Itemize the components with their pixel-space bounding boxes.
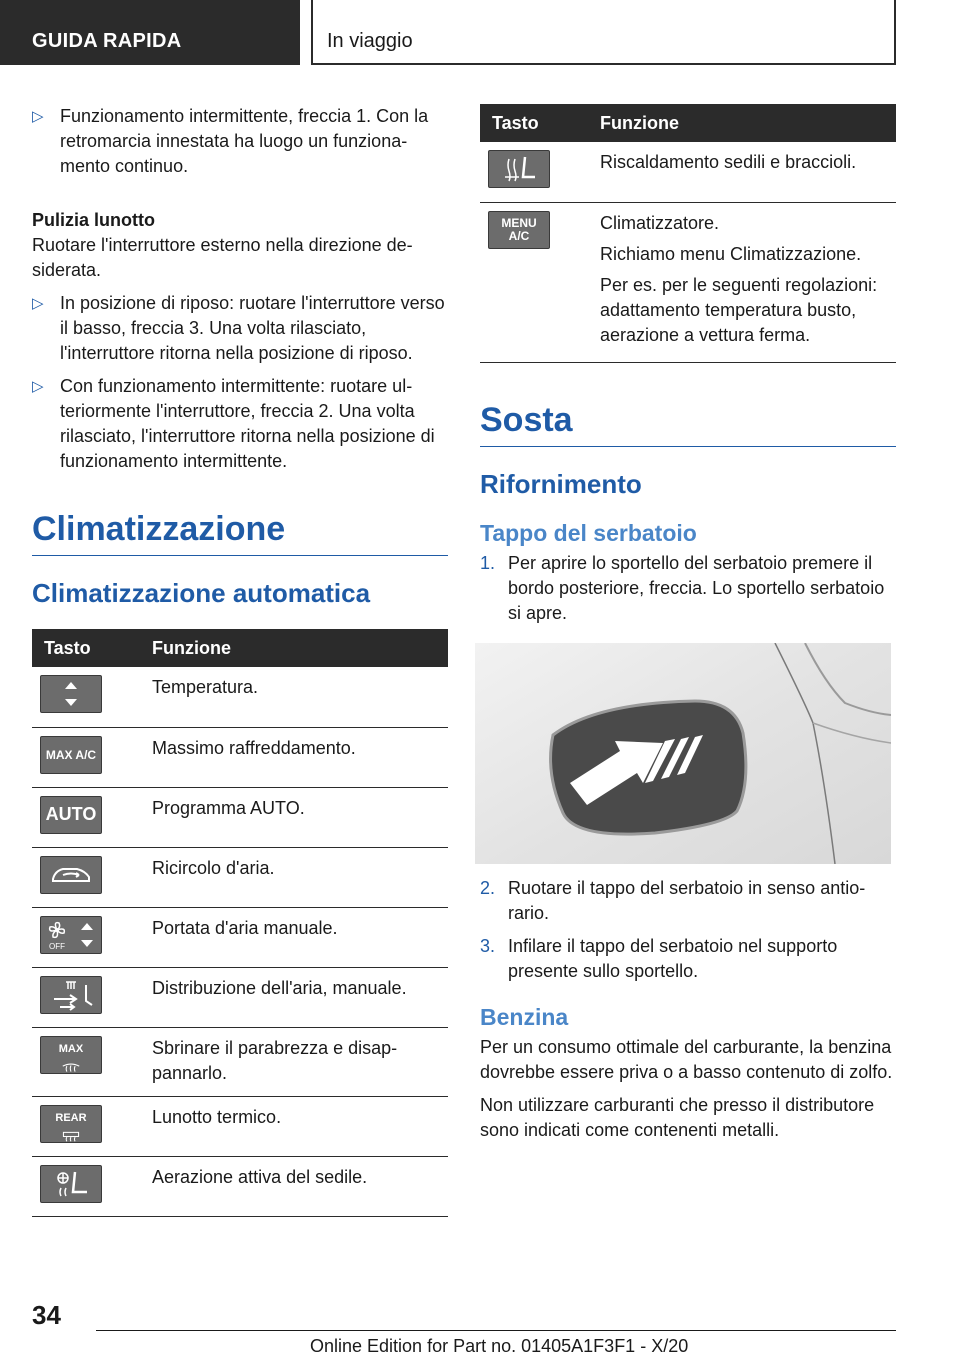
function-text: Lunotto termico. [152,1096,448,1156]
bullet-triangle-icon: ▷ [32,378,44,395]
seat-ventilation-icon [40,1165,102,1203]
list-item: 1. Per aprire lo sportello del serbatoio premere il bordo posteriore, freccia. Lo sportello serbatoio si apre. [480,552,885,623]
function-text: Sbrinare il parabrezza e disappannarlo. [152,1027,448,1096]
right-column-lower [480,876,896,1143]
rear-defrost-icon: REAR [40,1105,102,1143]
seat-heating-icon [488,150,550,188]
table-row [480,202,896,362]
header-section-title: GUIDA RAPIDA [32,30,182,52]
fuel-door-photo [475,643,891,864]
section-title-sosta: Sosta [480,401,896,447]
table-row [480,142,896,202]
lunotto-text: Ruotare l'interruttore esterno nella direzione desiderata. [32,235,413,280]
list-item: 3. Infilare il tappo del serbatoio nel supporto presente sullo sportello. [480,936,838,981]
function-text: Temperatura. [152,667,448,727]
fan-off-arrows-icon [40,916,102,954]
footer-divider [96,1330,896,1331]
table-row [32,907,448,967]
header-chapter-tab [311,0,896,65]
function-text: Aerazione attiva del sedile. [152,1156,448,1216]
function-text: Ricircolo d'aria. [152,847,448,907]
page-number: 34 [32,1300,61,1330]
table-row [32,967,448,1027]
column-header-tasto: Tasto [480,104,600,142]
function-text: Portata d'aria manuale. [152,907,448,967]
function-text: Riscaldamento sedili e braccioli. [600,142,896,202]
column-header-funzione: Funzione [152,629,448,667]
footer-edition: Online Edition for Part no. 01405A1F3F1 - X/20 [310,1336,689,1356]
function-text: Programma AUTO. [152,787,448,847]
column-header-funzione: Funzione [600,104,896,142]
list-item: ▷ Funzionamento intermittente, freccia 1. Con la retromarcia innestata ha luogo un funzionamento continuo. [32,106,429,176]
subsection-title-benzina: Benzina [480,1004,569,1030]
left-column [32,104,448,1217]
climate-buttons-table-continued [480,104,896,363]
header-chapter-title: In viaggio [327,30,413,52]
table-row [32,847,448,907]
lunotto-heading: Pulizia lunotto [32,210,155,230]
benzina-paragraph: Per un consumo ottimale del carburante, la benzina dovrebbe essere priva o a basso contenuto di zolfo. [480,1037,893,1082]
table-row [32,727,448,787]
subsection-title-rifornimento: Rifornimento [480,468,642,499]
subsection-title-climatizzazione-automatica: Climatizzazione automatica [32,578,371,608]
function-text: Distribuzione dell'aria, manuale. [152,967,448,1027]
table-row [32,1096,448,1156]
max-ac-icon: MAX A/C [40,736,102,774]
function-text: Climatizzatore. Richiamo menu Climatizzazione. Per es. per le seguenti regolazioni: adattamento temperatura busto, aerazione a vettura ferma. [600,202,896,362]
right-column [480,104,896,626]
max-defrost-icon: MAX [40,1036,102,1074]
table-row [32,787,448,847]
list-item: ▷ Con funzionamento intermittente: ruotare ulteriormente l'interruttore, freccia 2. Una volta rilasciato, l'interruttore ritorna nella posizione di funzionamento intermittente. [32,376,435,471]
auto-program-icon: AUTO [40,796,102,834]
temperature-arrows-icon [40,675,102,713]
benzina-paragraph: Non utilizzare carburanti che presso il distributore sono indicati come contenenti metalli. [480,1095,875,1140]
recirculation-car-icon [40,856,102,894]
section-title-climatizzazione: Climatizzazione [32,510,448,556]
header-section-tab [0,0,300,65]
function-text: Massimo raffreddamento. [152,727,448,787]
list-item: ▷ In posizione di riposo: ruotare l'interruttore verso il basso, freccia 3. Una volta rilasciato, l'interruttore ritorna nella posizione di riposo. [32,293,445,363]
air-distribution-icon [40,976,102,1014]
bullet-triangle-icon: ▷ [32,108,44,125]
column-header-tasto: Tasto [32,629,152,667]
list-item: 2. Ruotare il tappo del serbatoio in senso antiorario. [480,878,866,923]
subsection-title-tappo-serbatoio: Tappo del serbatoio [480,519,697,546]
menu-ac-icon: MENU A/C [488,211,550,249]
svg-text:OFF: OFF [49,941,65,951]
bullet-triangle-icon: ▷ [32,295,44,312]
climate-buttons-table [32,629,448,1217]
table-row [32,1156,448,1216]
table-row [32,1027,448,1096]
table-row [32,667,448,727]
